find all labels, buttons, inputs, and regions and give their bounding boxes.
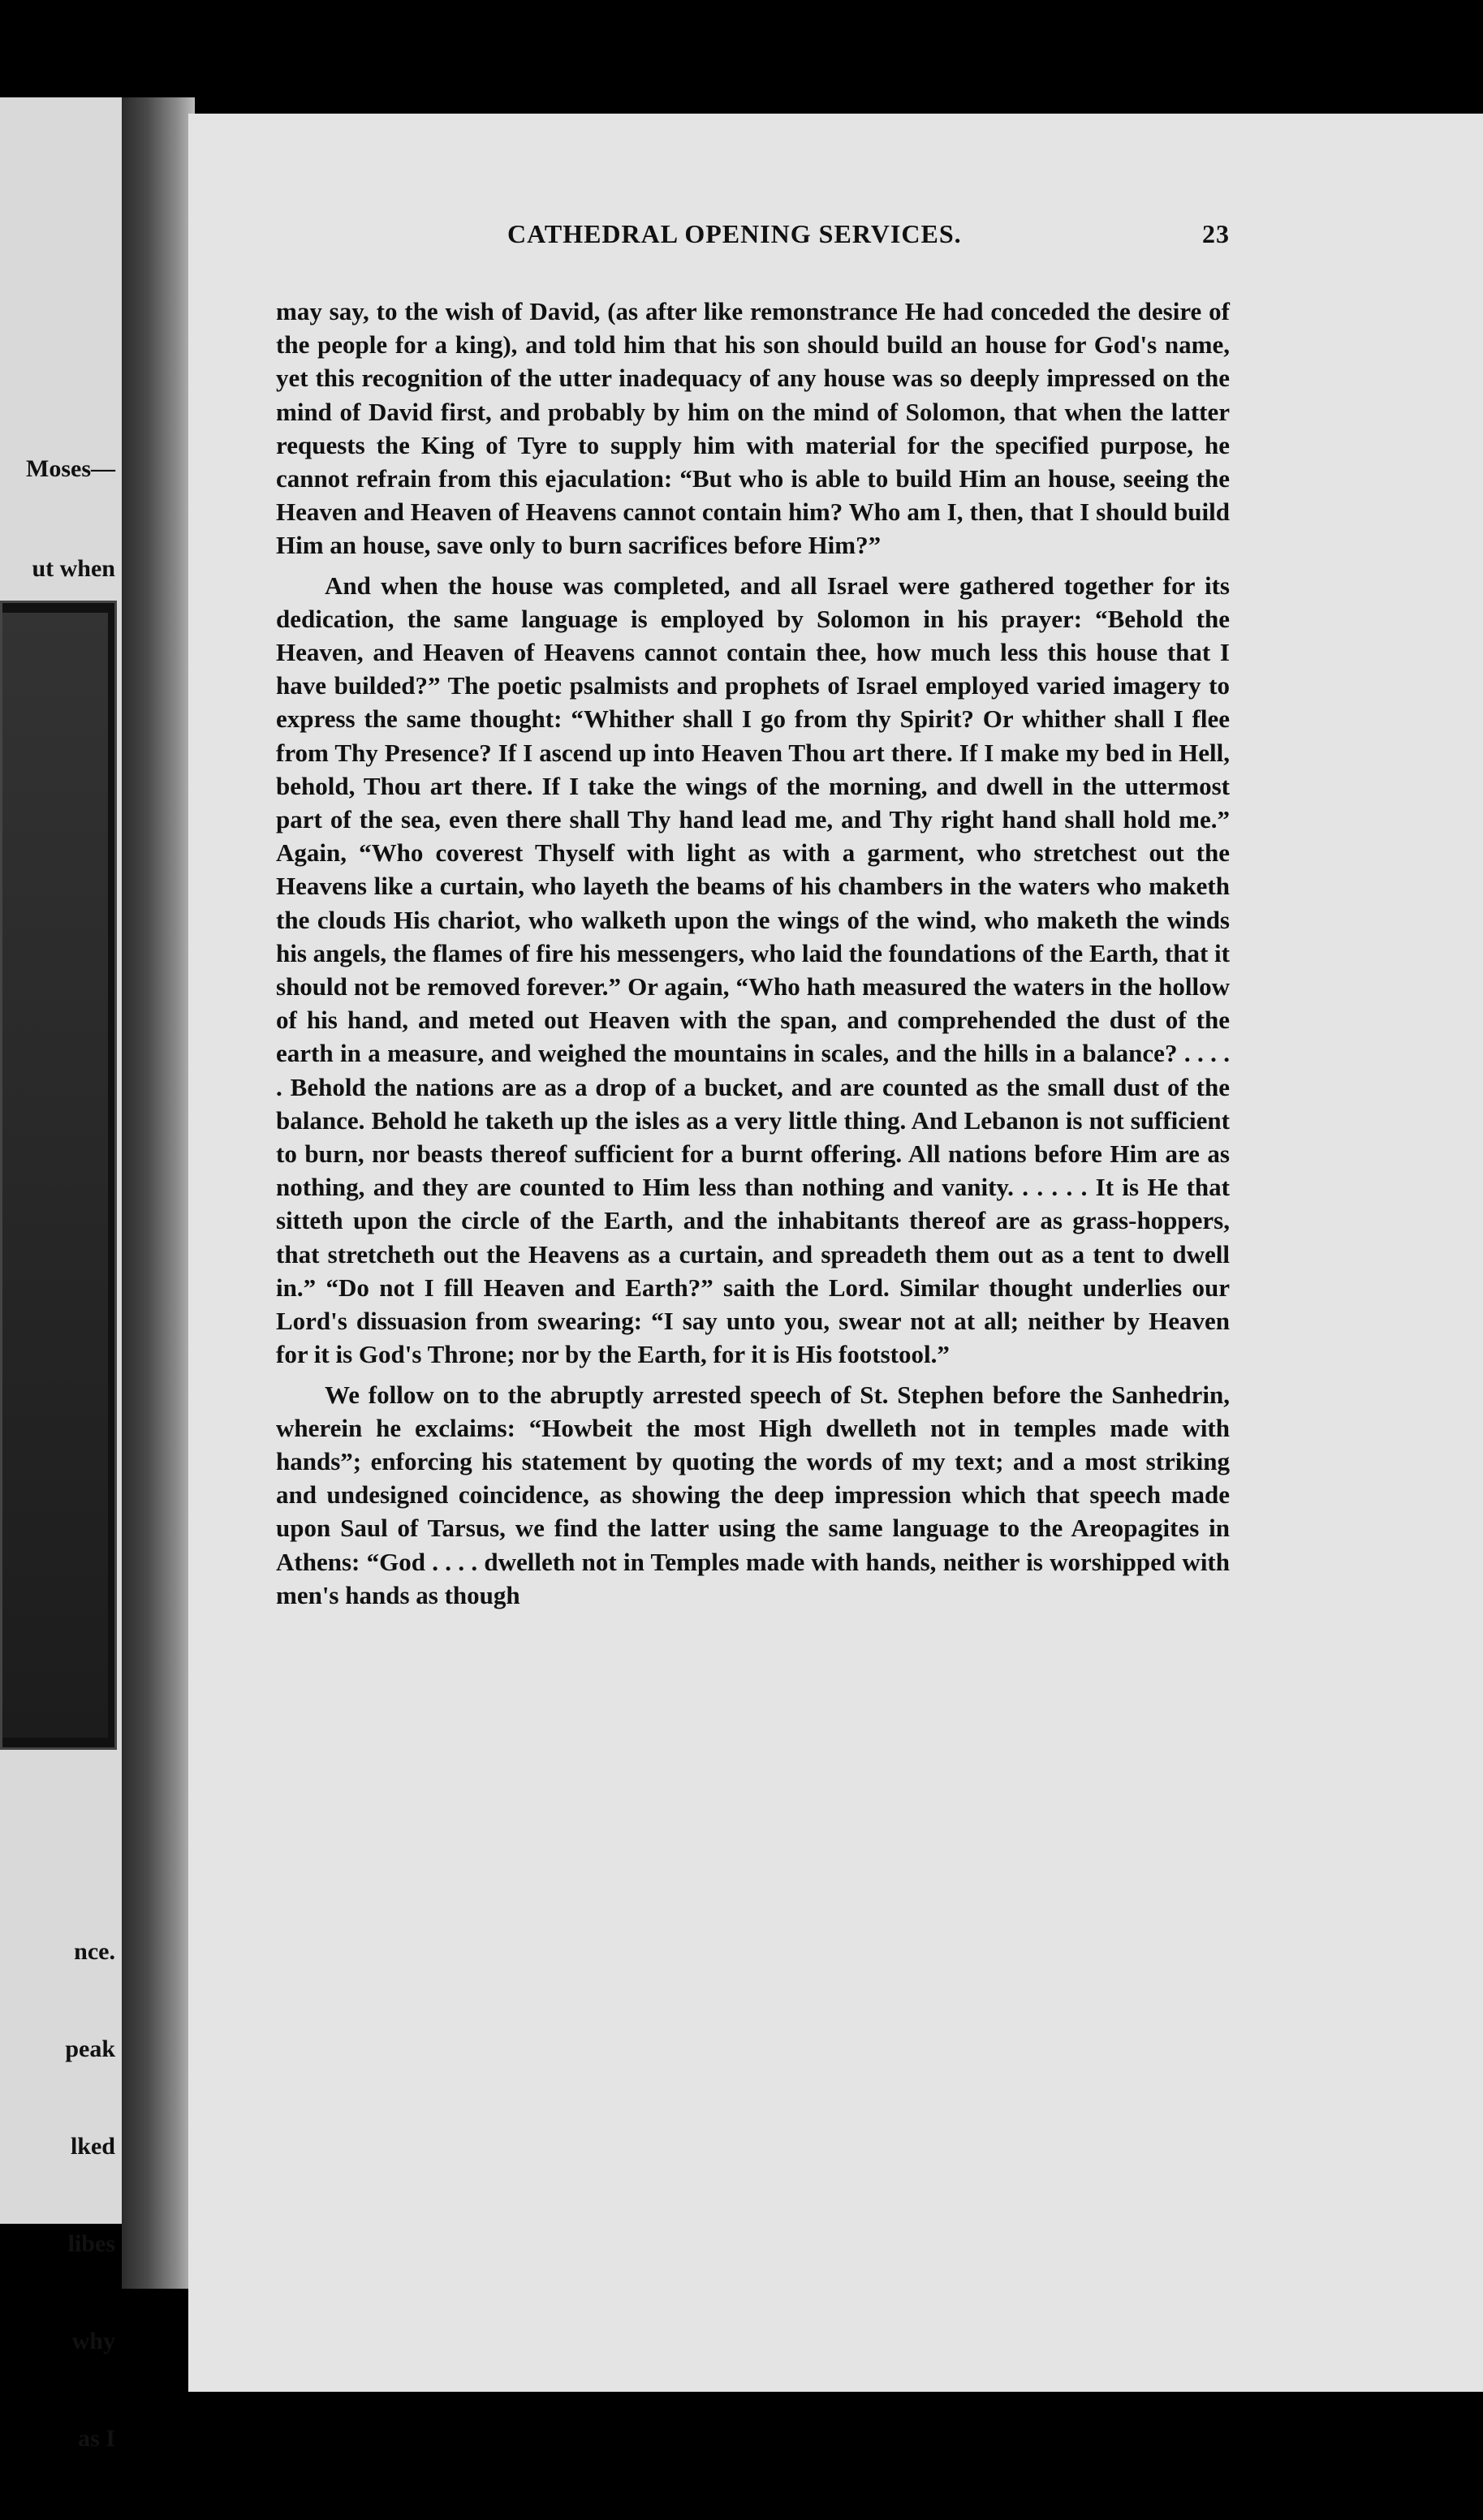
body-text [276,295,1230,1618]
left-facing-page [0,97,122,2452]
running-title: CATHEDRAL OPENING SERVICES. [507,219,962,248]
paragraph: may say, to the wish of David, (as after like remonstrance He had conceded the desire of the people for a king), and told him that his son should build an house for God's name, yet this recognition of the utter inadequacy of any house was so deeply impressed on the mind of David first, and probably by him on the mind of Solomon, that when the latter requests the King of Tyre to supply him with material for the specified purpose, he cannot refrain from this ejaculation: “But who is able to build Him an house, seeing the Heaven and Heaven of Heavens cannot contain him? Who am I, then, that I should build Him an house, save only to burn sacrifices before Him?” [276,297,1230,560]
page-number: 23 [1202,219,1230,248]
book-gutter [122,97,195,2289]
paragraph: And when the house was completed, and all Israel were gathered together for its dedication, the same language is employed by Solomon in his prayer: “Behold the Heaven, and Heaven of Heavens cannot contain thee, how much less this house that I have builded?” The poetic psalmists and prophets of Israel employed varied imagery to express the same thought: “Whither shall I go from thy Spirit? Or whither shall I flee from Thy Presence? If I ascend up into Heaven Thou art there. If I make my bed in Hell, behold, Thou art there. If I take the wings of the morning, and dwell in the uttermost part of the sea, even there shall Thy hand lead me, and Thy right hand shall hold me.” Again, “Who coverest Thyself with light as with a garment, who stretchest out the Heavens like a curtain, who layeth the beams of his chambers in the waters who maketh the clouds His chariot, who walketh upon the wings of the wind, who maketh the winds his angels, the flames of fire his messengers, who laid the foundations of the Earth, that it should not be removed forever.” Or again, “Who hath measured the waters in the hollow of his hand, and meted out Heaven with the span, and comprehended the dust of the earth in a measure, and weighed the mountains in scales, and the hills in a balance? . . . . . Behold the nations are as a drop of a bucket, and are counted as the small dust of the balance. Behold he taketh up the isles as a very little thing. And Lebanon is not sufficient to burn, nor beasts thereof sufficient for a burnt offering. All nations before Him are as nothing, and they are counted to Him less than nothing and vanity. . . . . . It is He that sitteth upon the circle of the Earth, and the inhabitants thereof are as grass-hoppers, that stretcheth out the Heavens as a curtain, and spreadeth them out as a tent to dwell in.” “Do not I fill Heaven and Earth?” saith the Lord. Similar thought underlies our Lord's dissuasion from swearing: “I say unto you, swear not at all; neither by Heaven for it is God's Throne; nor by the Earth, for it is His footstool.” [276,571,1230,1369]
left-page-bottom-text: nce. peak lked libes why as I [65,1938,115,2452]
photograph-image [2,613,108,1738]
left-page-photograph [0,601,117,1750]
left-page-top-text: Moses— ut when [26,455,115,582]
paragraph: We follow on to the abruptly arrested speech of St. Stephen before the Sanhedrin, wherein he exclaims: “Howbeit the most High dwelleth not in temples made with hands”; enforcing his statement by quoting the words of my text; and a most striking and undesigned coincidence, as showing the deep impression which that speech made upon Saul of Tarsus, we find the latter using the same language to the Areopagites in Athens: “God . . . . dwelleth not in Temples made with hands, neither is worshipped with men's hands as though [276,1380,1230,1609]
